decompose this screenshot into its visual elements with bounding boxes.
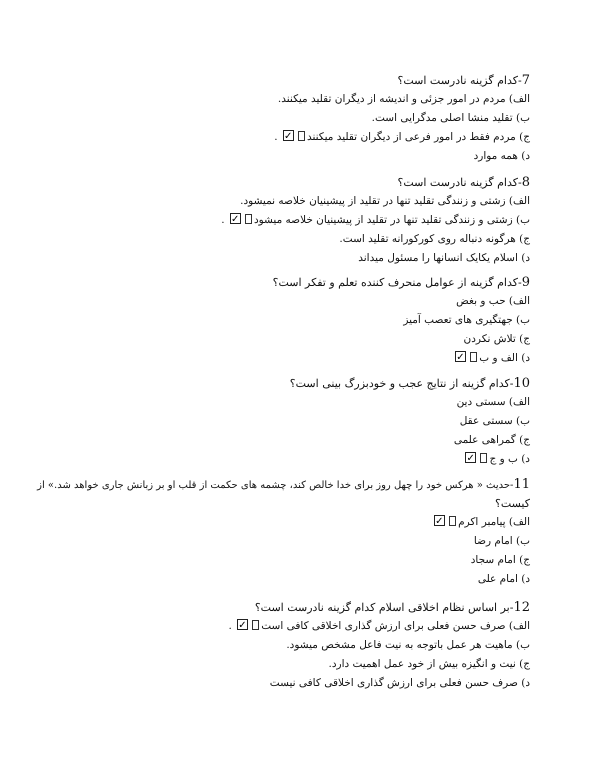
option-c: ج) مردم فقط در امور فرعی از دیگران تقلید میکنند✓ . — [60, 128, 530, 147]
question-title: 12-بر اساس نظام اخلاقی اسلام کدام گزینه نادرست است؟ — [254, 600, 530, 615]
option-b: ب) جهتگیری های تعصب آمیز — [403, 314, 530, 326]
checkmark-icon — [465, 452, 476, 463]
option-d: د) اسلام یکایک انسانها را مسئول میداند — [358, 252, 530, 264]
option-b: ب) امام رضا — [473, 535, 530, 547]
option-a: الف) صرف حسن فعلی برای ارزش گذاری اخلاقی کافی است✓ . — [60, 617, 530, 636]
checkmark-icon — [283, 130, 294, 141]
option-a: الف) سستی دین — [456, 396, 530, 408]
question-title: 9-کدام گزینه از عوامل منحرف کننده تعلم و تفکر است؟ — [272, 275, 530, 290]
question-title: 10-کدام گزینه از نتایج عجب و خودبزرگ بینی است؟ — [289, 376, 530, 391]
option-d: د) الف و ب✓ — [60, 349, 530, 368]
option-b: ب) ماهیت هر عمل باتوجه به نیت فاعل مشخص میشود. — [286, 639, 530, 651]
checkmark-icon — [237, 619, 248, 630]
question-11 — [37, 475, 530, 589]
option-d: د) صرف حسن فعلی برای ارزش گذاری اخلاقی کافی نیست — [269, 677, 530, 689]
option-a: الف) زشتی و زنندگی تقلید تنها در تقلید از پیشینیان خلاصه نمیشود. — [240, 195, 530, 207]
empty-box-icon — [245, 214, 252, 224]
option-d: د) همه موارد — [473, 150, 530, 162]
empty-box-icon — [298, 131, 305, 141]
checkmark-icon — [434, 515, 445, 526]
option-d: د) ب و ج✓ — [60, 450, 530, 469]
question-10 — [60, 374, 530, 469]
question-title: 7-کدام گزینه نادرست است؟ — [397, 73, 530, 88]
question-7 — [60, 71, 530, 166]
option-b: ب) سستی عقل — [459, 415, 530, 427]
question-12 — [60, 598, 530, 693]
option-a: الف) پیامبر اکرم✓ — [60, 513, 530, 532]
option-b: ب) تقلید منشا اصلی مدگرایی است. — [371, 112, 530, 124]
empty-box-icon — [252, 620, 259, 630]
question-title: 8-کدام گزینه نادرست است؟ — [397, 175, 530, 190]
checkmark-icon — [230, 213, 241, 224]
question-8 — [60, 173, 530, 268]
checkmark-icon — [455, 351, 466, 362]
option-c: ج) تلاش نکردن — [463, 333, 530, 345]
empty-box-icon — [449, 516, 456, 526]
option-c: ج) هرگونه دنباله روی کورکورانه تقلید است. — [339, 233, 530, 245]
empty-box-icon — [480, 453, 487, 463]
question-title: 11-حدیث « هرکس خود را چهل روز برای خدا خالص کند، چشمه های حکمت از قلب او بر زبانش جاری خواهد شد.» از — [37, 477, 530, 492]
option-b: ب) زشتی و زنندگی تقلید تنها در تقلید از پیشینیان خلاصه میشود✓ . — [60, 211, 530, 230]
option-a: الف) حب و بغض — [456, 295, 530, 307]
question-9 — [60, 273, 530, 368]
option-c: ج) گمراهی علمی — [453, 434, 530, 446]
option-a: الف) مردم در امور جزئی و اندیشه از دیگران تقلید میکنند. — [277, 93, 530, 105]
empty-box-icon — [470, 352, 477, 362]
option-d: د) امام علی — [477, 573, 530, 585]
question-title-continued: کیست؟ — [494, 497, 530, 510]
option-c: ج) نیت و انگیزه بیش از خود عمل اهمیت دارد. — [328, 658, 530, 670]
option-c: ج) امام سجاد — [470, 554, 530, 566]
